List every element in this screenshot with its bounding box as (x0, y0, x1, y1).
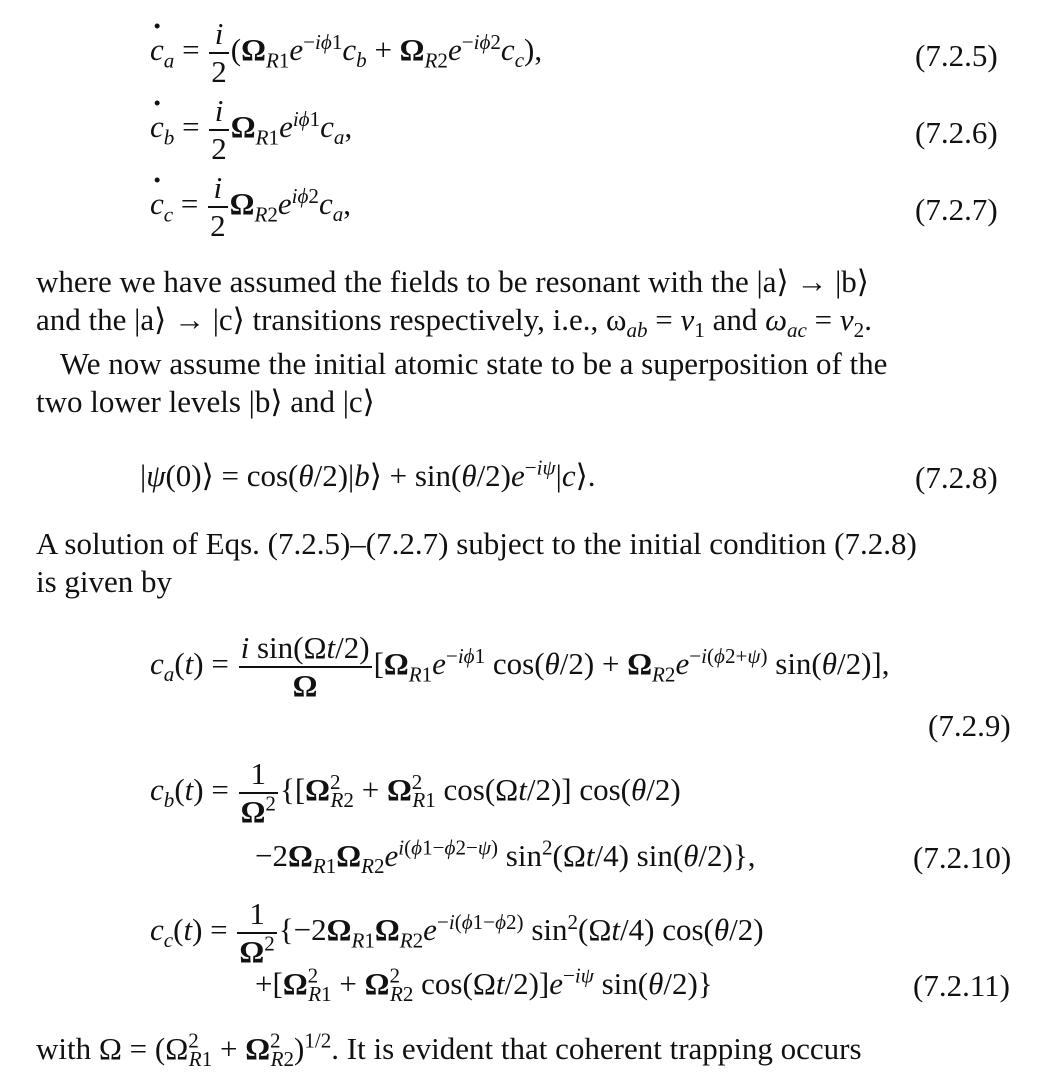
para3-line2: is given by (36, 563, 173, 599)
equation-7-2-6: · $c_b$ = $\frac{i}{2}$ $\Omega_{R1}e^{i\phi 1}c_a$, (150, 95, 352, 165)
equation-number-7-2-9: (7.2.9) (928, 708, 1011, 743)
para2-line1: We now assume the initial atomic state to be a superposition of the (60, 346, 888, 381)
equation-number-7-2-6: (7.2.6) (915, 115, 998, 150)
equation-number-7-2-11: (7.2.11) (913, 968, 1010, 1003)
equation-7-2-5: · $c_a$ = $\frac{i}{2}$ $(\Omega_{R1}e^{-i\phi 1}c_b + \Omega_{R2}e^{-i\phi 2}c_c)$, (150, 18, 542, 88)
para4-end: . It is evident that coherent trapping occurs (331, 1031, 862, 1066)
paragraph-initial-state (36, 345, 1026, 421)
equation-number-7-2-5: (7.2.5) (915, 38, 998, 73)
para4-start: with Ω = (Ω (36, 1031, 189, 1066)
equation-7-2-7: · $c_c$ = $\frac{i}{2}$ $\Omega_{R2}e^{i\phi 2}c_a$, (150, 172, 351, 242)
equation-7-2-10-line1: $c_b(t)$ = $\frac{1}{\Omega^2}$ {[$\Omega^2_{R2} + \Omega^2_{R1}$ cos(Ωt/2)] cos(θ/2) (150, 756, 681, 829)
para1-line2: and the |a⟩ → |c⟩ transitions respectively, i.e., ω (36, 301, 627, 337)
equation-7-2-9: $c_a(t)$ = $\frac{\text{i sin(Ωt/2)}}{\Omega}$ [$\Omega_{R1}e^{-i\phi 1}$ $\cos(\theta/2) + \Omega_{R2}e^{-i(\phi 2+\psi)}$ sin(θ/2)], (150, 630, 890, 703)
equation-7-2-8: |ψ(0)⟩ = cos(θ/2)|b⟩ + $\sin(\theta/2)e^{-i\psi}|c⟩$. (140, 455, 596, 493)
paragraph-solution (36, 525, 1026, 601)
equation-number-7-2-8: (7.2.8) (915, 460, 998, 495)
equation-number-7-2-10: (7.2.10) (913, 840, 1012, 875)
equation-7-2-10-line2: $-2\Omega_{R1}\Omega_{R2}e^{i(\phi 1-\phi 2-\psi)}$ $\sin^2(\Omega t/4)$ sin(θ/2)}, (255, 835, 756, 879)
equation-number-7-2-7: (7.2.7) (915, 192, 998, 227)
para2-line2: two lower levels |b⟩ and |c⟩ (36, 383, 375, 419)
para1-line1: where we have assumed the fields to be resonant with the |a⟩ → |b⟩ (36, 264, 869, 299)
para3-line1: A solution of Eqs. (7.2.5)–(7.2.7) subject to the initial condition (7.2.8) (36, 526, 917, 561)
equation-7-2-11-line1: $c_c(t)$ = $\frac{1}{\Omega^2}$ {$-2\Omega_{R1}\Omega_{R2}e^{-i(\phi 1-\phi 2)}$ $\sin^2(\Omega t/4)$ cos(θ/2) (150, 896, 764, 969)
paragraph-trapping: with $\Omega = (\Omega^2_{R1} + \Omega^2_{R2})^{1/2}$. It is evident that coherent trapping occurs (36, 1028, 862, 1072)
equation-7-2-11-line2: $+[\Omega^2_{R1} + \Omega^2_{R2}$ $\cos(\Omega t/2)]e^{-i\psi}$ sin(θ/2)} (255, 963, 713, 1007)
paragraph-resonance: where we have assumed the fields to be resonant with the |a⟩ → |b⟩ and the |a⟩ → |c⟩ transitions respectively, i.e., $\omega_{ab} = \nu_1$ and $\omega_{ac} = \nu_2$. (36, 264, 872, 342)
